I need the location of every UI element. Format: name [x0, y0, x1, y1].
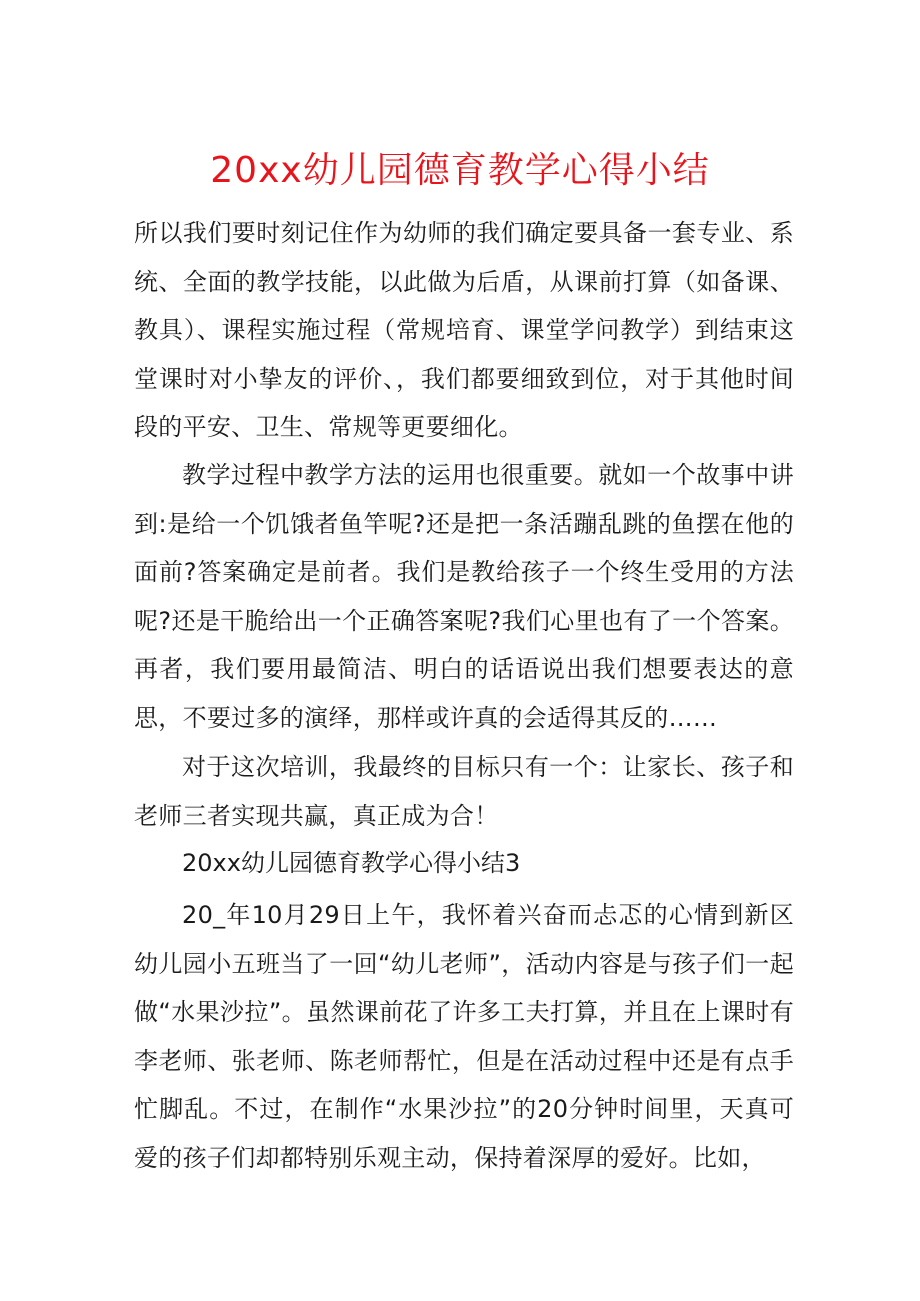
paragraph-4: 20_年10月29日上午，我怀着兴奋而忐忑的心情到新区幼儿园小五班当了一回“幼儿老师”，活动内容是与孩子们一起做“水果沙拉”。虽然课前花了许多工夫打算，并且在上课时有李老师、张老师、陈老师帮忙，但是在活动过程中还是有点手忙脚乱。不过，在制作“水果沙拉”的20分钟时间里，天真可爱的孩子们却都特别乐观主动，保持着深厚的爱好。比如，	[134, 901, 794, 1172]
paragraph-2: 教学过程中教学方法的运用也很重要。就如一个故事中讲到:是给一个饥饿者鱼竿呢?还是把一条活蹦乱跳的鱼摆在他的面前?答案确定是前者。我们是教给孩子一个终生受用的方法呢?还是干脆给出一个正确答案呢?我们心里也有了一个答案。再者，我们要用最简洁、明白的话语说出我们想要表达的意思，不要过多的演绎，那样或许真的会适得其反的……	[134, 461, 794, 732]
paragraph-1: 所以我们要时刻记住作为幼师的我们确定要具备一套专业、系统、全面的教学技能，以此做为后盾，从课前打算（如备课、教具）、课程实施过程（常规培育、课堂学问教学）到结束这堂课时对小挚友的评价、，我们都要细致到位，对于其他时间段的平安、卫生、常规等更要细化。	[134, 219, 794, 441]
section-heading: 20xx幼儿园德育教学心得小结3	[182, 849, 521, 877]
document-body	[134, 209, 794, 1182]
paragraph-3: 对于这次培训，我最终的目标只有一个：让家长、孩子和老师三者实现共赢，真正成为合！	[134, 753, 794, 830]
document-title: 20xx幼儿园德育教学心得小结	[210, 150, 710, 191]
